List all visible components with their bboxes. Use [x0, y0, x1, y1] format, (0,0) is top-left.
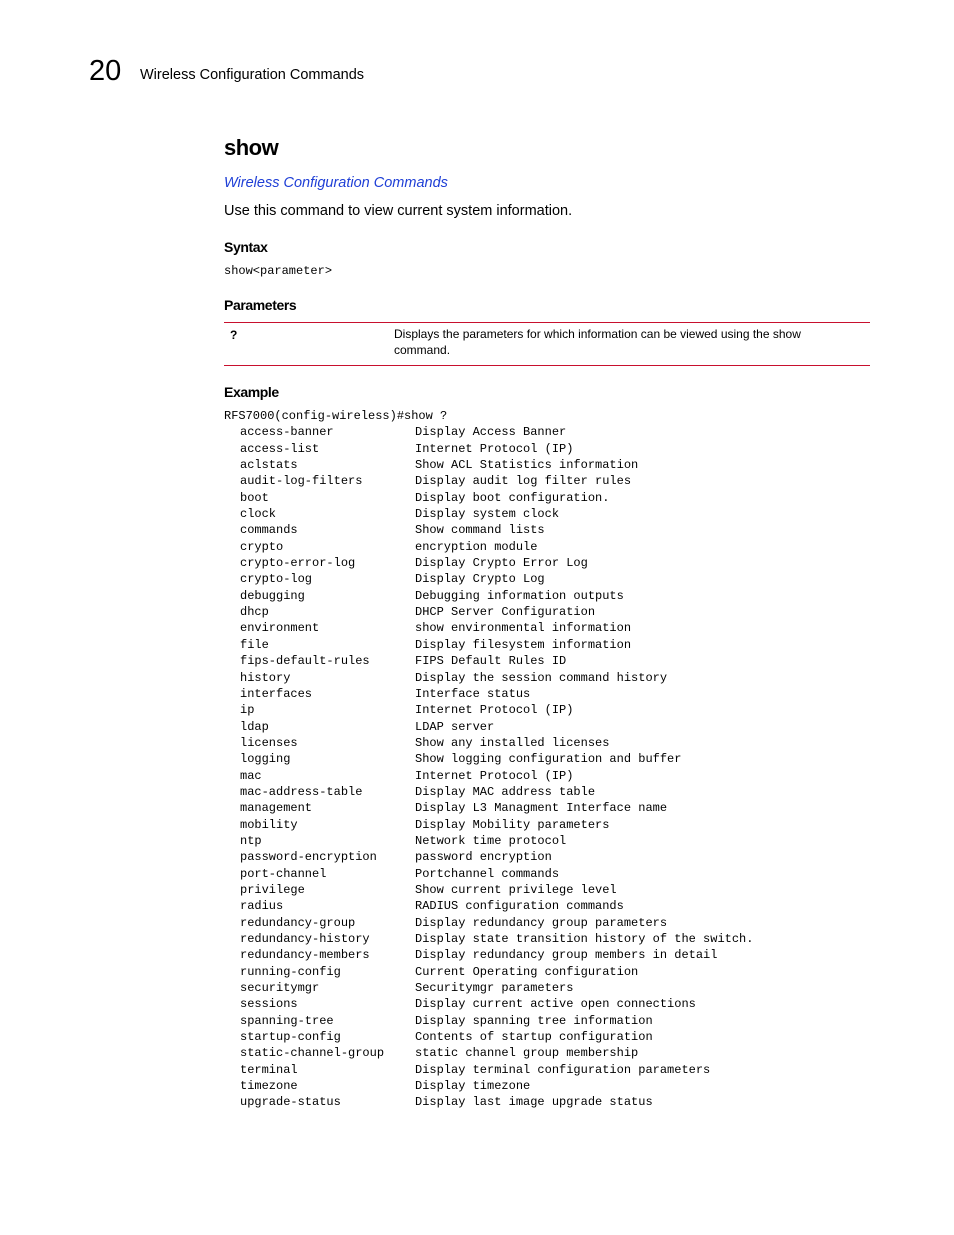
syntax-code: show<parameter>: [224, 264, 333, 278]
command-row: [224, 849, 753, 865]
command-name: interfaces: [240, 686, 313, 701]
command-name: crypto-log: [240, 572, 313, 587]
command-description: static channel group membership: [415, 1046, 639, 1061]
command-name: ip: [240, 703, 255, 718]
command-row: [224, 1029, 753, 1045]
command-row: [224, 670, 753, 686]
command-description: Display system clock: [415, 507, 560, 522]
command-name: management: [240, 801, 313, 816]
command-row: [224, 980, 753, 996]
command-description: password encryption: [415, 850, 552, 865]
command-description: Internet Protocol (IP): [415, 703, 574, 718]
command-name: crypto-error-log: [240, 556, 356, 571]
command-name: privilege: [240, 882, 305, 897]
command-description: Display MAC address table: [415, 784, 596, 799]
command-name: mac-address-table: [240, 784, 363, 799]
command-name: access-banner: [240, 425, 334, 440]
section-title: show: [224, 135, 279, 160]
command-description: Display redundancy group members in detail: [415, 948, 718, 963]
command-row: [224, 1013, 753, 1029]
command-description: Display Access Banner: [415, 425, 567, 440]
command-name: clock: [240, 507, 277, 522]
command-description: Display Mobility parameters: [415, 817, 610, 832]
chapter-number: 20: [89, 55, 122, 87]
command-description: Show ACL Statistics information: [415, 458, 639, 473]
command-description: Debugging information outputs: [415, 588, 624, 603]
command-row: [224, 620, 753, 636]
command-name: licenses: [240, 735, 298, 750]
command-row: [224, 947, 753, 963]
command-name: startup-config: [240, 1030, 341, 1045]
command-row: [224, 882, 753, 898]
command-list: [224, 424, 753, 1110]
command-description: Internet Protocol (IP): [415, 768, 574, 783]
command-description: RADIUS configuration commands: [415, 899, 624, 914]
command-row: [224, 1062, 753, 1078]
command-row: [224, 702, 753, 718]
command-row: [224, 686, 753, 702]
command-name: debugging: [240, 588, 305, 603]
command-name: port-channel: [240, 866, 327, 881]
command-row: [224, 457, 753, 473]
command-description: DHCP Server Configuration: [415, 605, 596, 620]
command-name: static-channel-group: [240, 1046, 385, 1061]
parameter-description: Displays the parameters for which information can be viewed using the show command.: [394, 327, 801, 357]
command-description: Display last image upgrade status: [415, 1095, 653, 1110]
command-row: [224, 784, 753, 800]
command-row: [224, 490, 753, 506]
command-row: [224, 931, 753, 947]
command-description: Display timezone: [415, 1079, 531, 1094]
command-row: [224, 1045, 753, 1061]
command-name: running-config: [240, 964, 341, 979]
command-description: Internet Protocol (IP): [415, 441, 574, 456]
command-row: [224, 719, 753, 735]
command-description: Display Crypto Log: [415, 572, 545, 587]
command-row: [224, 539, 753, 555]
command-name: radius: [240, 899, 284, 914]
command-description: show environmental information: [415, 621, 632, 636]
command-row: [224, 424, 753, 440]
command-row: [224, 441, 753, 457]
command-row: [224, 588, 753, 604]
command-row: [224, 473, 753, 489]
command-name: aclstats: [240, 458, 298, 473]
parameter-name: ?: [230, 328, 238, 342]
command-name: history: [240, 670, 291, 685]
command-description: LDAP server: [415, 719, 495, 734]
command-description: Display terminal configuration parameters: [415, 1062, 711, 1077]
command-row: [224, 604, 753, 620]
command-row: [224, 653, 753, 669]
command-row: [224, 506, 753, 522]
command-description: Display current active open connections: [415, 997, 696, 1012]
command-description: Show current privilege level: [415, 882, 617, 897]
command-row: [224, 1094, 753, 1110]
command-description: Display boot configuration.: [415, 490, 610, 505]
command-description: Display redundancy group parameters: [415, 915, 668, 930]
command-description: Display L3 Managment Interface name: [415, 801, 668, 816]
command-name: spanning-tree: [240, 1013, 334, 1028]
parameters-heading: Parameters: [224, 297, 297, 313]
command-name: upgrade-status: [240, 1095, 341, 1110]
command-name: fips-default-rules: [240, 654, 370, 669]
command-row: [224, 735, 753, 751]
command-description: Show any installed licenses: [415, 735, 610, 750]
parameters-table: [224, 322, 870, 366]
command-row: [224, 898, 753, 914]
command-description: Display the session command history: [415, 670, 668, 685]
command-row: [224, 768, 753, 784]
command-name: dhcp: [240, 605, 269, 620]
command-name: crypto: [240, 539, 284, 554]
command-name: ldap: [240, 719, 269, 734]
command-row: [224, 637, 753, 653]
command-description: Show logging configuration and buffer: [415, 752, 682, 767]
command-name: redundancy-history: [240, 932, 370, 946]
command-description: Display filesystem information: [415, 637, 632, 652]
chapter-cross-reference-link[interactable]: Wireless Configuration Commands: [224, 175, 448, 191]
command-description: encryption module: [415, 539, 538, 554]
command-name: access-list: [240, 441, 320, 456]
command-row: [224, 833, 753, 849]
chapter-title: Wireless Configuration Commands: [140, 67, 365, 83]
command-name: password-encryption: [240, 850, 377, 865]
command-name: mac: [240, 768, 262, 783]
command-description: Network time protocol: [415, 833, 567, 848]
command-description: Display audit log filter rules: [415, 474, 632, 489]
command-name: logging: [240, 752, 291, 767]
command-name: redundancy-group: [240, 915, 356, 930]
command-description: Contents of startup configuration: [415, 1030, 653, 1045]
command-name: mobility: [240, 817, 298, 832]
command-name: terminal: [240, 1062, 298, 1077]
command-name: commands: [240, 523, 298, 538]
example-heading: Example: [224, 384, 279, 400]
command-name: environment: [240, 621, 320, 636]
command-row: [224, 915, 753, 931]
command-row: [224, 522, 753, 538]
command-description: FIPS Default Rules ID: [415, 654, 567, 669]
command-description: Display Crypto Error Log: [415, 556, 588, 571]
command-name: redundancy-members: [240, 948, 370, 963]
example-code-block: [224, 408, 753, 1111]
command-name: securitymgr: [240, 981, 320, 996]
command-description: Interface status: [415, 686, 531, 701]
command-name: timezone: [240, 1079, 298, 1094]
command-row: [224, 800, 753, 816]
command-description: Portchannel commands: [415, 866, 560, 881]
command-name: audit-log-filters: [240, 474, 363, 489]
command-row: [224, 1078, 753, 1094]
command-row: [224, 866, 753, 882]
command-row: [224, 996, 753, 1012]
command-row: [224, 571, 753, 587]
command-name: boot: [240, 490, 269, 505]
command-description: Current Operating configuration: [415, 964, 639, 979]
command-description: Display state transition history of the switch.: [415, 932, 754, 946]
cli-prompt: RFS7000(config-wireless)#show ?: [224, 409, 448, 423]
command-row: [224, 555, 753, 571]
command-name: ntp: [240, 833, 262, 848]
intro-paragraph: Use this command to view current system information.: [224, 203, 573, 219]
syntax-heading: Syntax: [224, 239, 268, 255]
command-description: Display spanning tree information: [415, 1013, 653, 1028]
command-row: [224, 751, 753, 767]
command-name: sessions: [240, 997, 298, 1012]
command-row: [224, 817, 753, 833]
command-row: [224, 964, 753, 980]
command-name: file: [240, 637, 269, 652]
command-description: Show command lists: [415, 523, 545, 538]
command-description: Securitymgr parameters: [415, 981, 574, 996]
